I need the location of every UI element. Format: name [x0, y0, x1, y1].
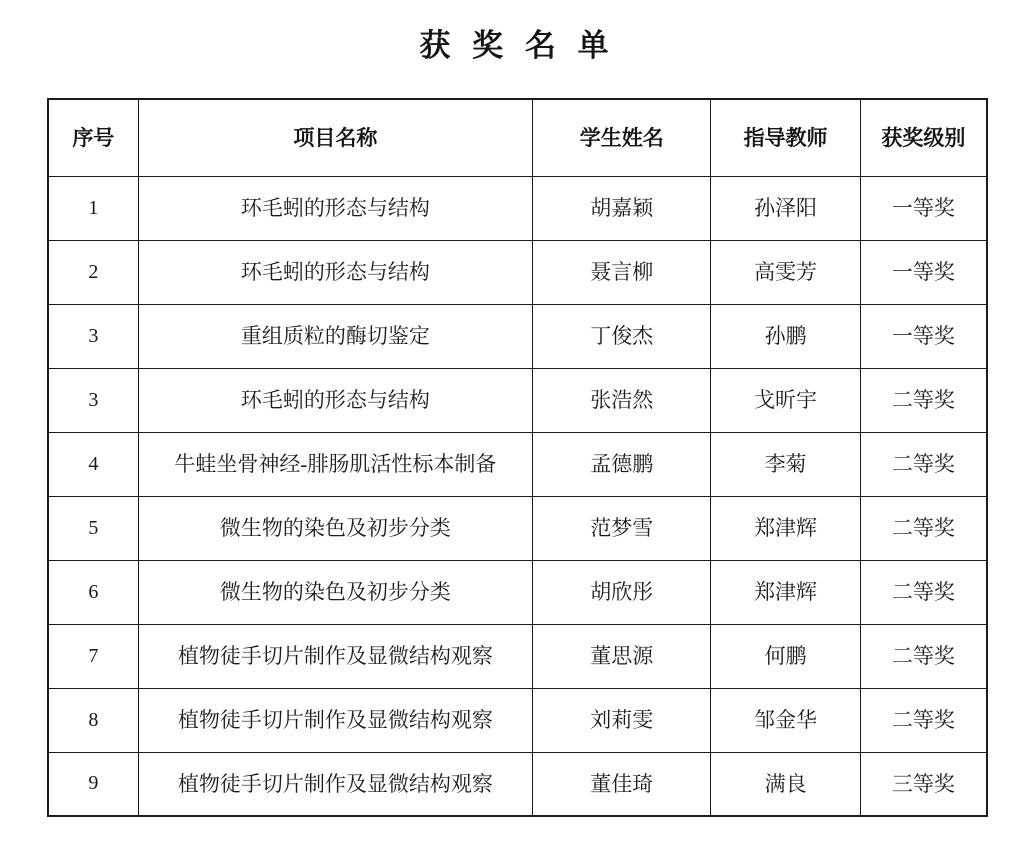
table-row [48, 432, 987, 496]
cell-student: 董佳琦 [533, 752, 711, 816]
table-row [48, 240, 987, 304]
cell-teacher: 何鹏 [711, 624, 860, 688]
award-table [47, 98, 988, 817]
cell-teacher: 孙泽阳 [711, 176, 860, 240]
cell-award: 一等奖 [860, 240, 987, 304]
cell-index: 3 [48, 368, 138, 432]
cell-teacher: 高雯芳 [711, 240, 860, 304]
cell-award: 二等奖 [860, 368, 987, 432]
cell-teacher: 郑津辉 [711, 496, 860, 560]
cell-index: 1 [48, 176, 138, 240]
cell-index: 5 [48, 496, 138, 560]
cell-award: 二等奖 [860, 624, 987, 688]
cell-student: 胡嘉颖 [533, 176, 711, 240]
cell-award: 二等奖 [860, 432, 987, 496]
cell-teacher: 郑津辉 [711, 560, 860, 624]
cell-project: 植物徒手切片制作及显微结构观察 [138, 752, 532, 816]
header-teacher: 指导教师 [711, 99, 860, 176]
cell-teacher: 邹金华 [711, 688, 860, 752]
cell-project: 牛蛙坐骨神经-腓肠肌活性标本制备 [138, 432, 532, 496]
cell-project: 环毛蚓的形态与结构 [138, 176, 532, 240]
cell-index: 4 [48, 432, 138, 496]
cell-award: 三等奖 [860, 752, 987, 816]
award-table-body [48, 176, 987, 816]
table-row [48, 560, 987, 624]
cell-project: 微生物的染色及初步分类 [138, 560, 532, 624]
cell-index: 2 [48, 240, 138, 304]
cell-index: 3 [48, 304, 138, 368]
header-award: 获奖级别 [860, 99, 987, 176]
cell-award: 一等奖 [860, 304, 987, 368]
table-row [48, 496, 987, 560]
cell-teacher: 李菊 [711, 432, 860, 496]
cell-project: 环毛蚓的形态与结构 [138, 240, 532, 304]
cell-student: 聂言柳 [533, 240, 711, 304]
cell-student: 胡欣彤 [533, 560, 711, 624]
cell-award: 一等奖 [860, 176, 987, 240]
header-student: 学生姓名 [533, 99, 711, 176]
cell-project: 植物徒手切片制作及显微结构观察 [138, 624, 532, 688]
cell-project: 微生物的染色及初步分类 [138, 496, 532, 560]
table-row [48, 304, 987, 368]
header-row [48, 99, 987, 176]
table-row [48, 752, 987, 816]
cell-award: 二等奖 [860, 496, 987, 560]
table-row [48, 176, 987, 240]
table-row [48, 624, 987, 688]
cell-teacher: 孙鹏 [711, 304, 860, 368]
cell-student: 孟德鹏 [533, 432, 711, 496]
page-title: 获 奖 名 单 [419, 28, 616, 63]
cell-index: 7 [48, 624, 138, 688]
cell-student: 张浩然 [533, 368, 711, 432]
cell-student: 范梦雪 [533, 496, 711, 560]
cell-award: 二等奖 [860, 688, 987, 752]
cell-teacher: 满良 [711, 752, 860, 816]
header-project: 项目名称 [138, 99, 532, 176]
table-row [48, 688, 987, 752]
cell-index: 8 [48, 688, 138, 752]
cell-project: 环毛蚓的形态与结构 [138, 368, 532, 432]
cell-index: 6 [48, 560, 138, 624]
header-index: 序号 [48, 99, 138, 176]
cell-index: 9 [48, 752, 138, 816]
cell-project: 植物徒手切片制作及显微结构观察 [138, 688, 532, 752]
cell-student: 丁俊杰 [533, 304, 711, 368]
cell-student: 刘莉雯 [533, 688, 711, 752]
cell-student: 董思源 [533, 624, 711, 688]
table-row [48, 368, 987, 432]
cell-project: 重组质粒的酶切鉴定 [138, 304, 532, 368]
cell-teacher: 戈昕宇 [711, 368, 860, 432]
cell-award: 二等奖 [860, 560, 987, 624]
